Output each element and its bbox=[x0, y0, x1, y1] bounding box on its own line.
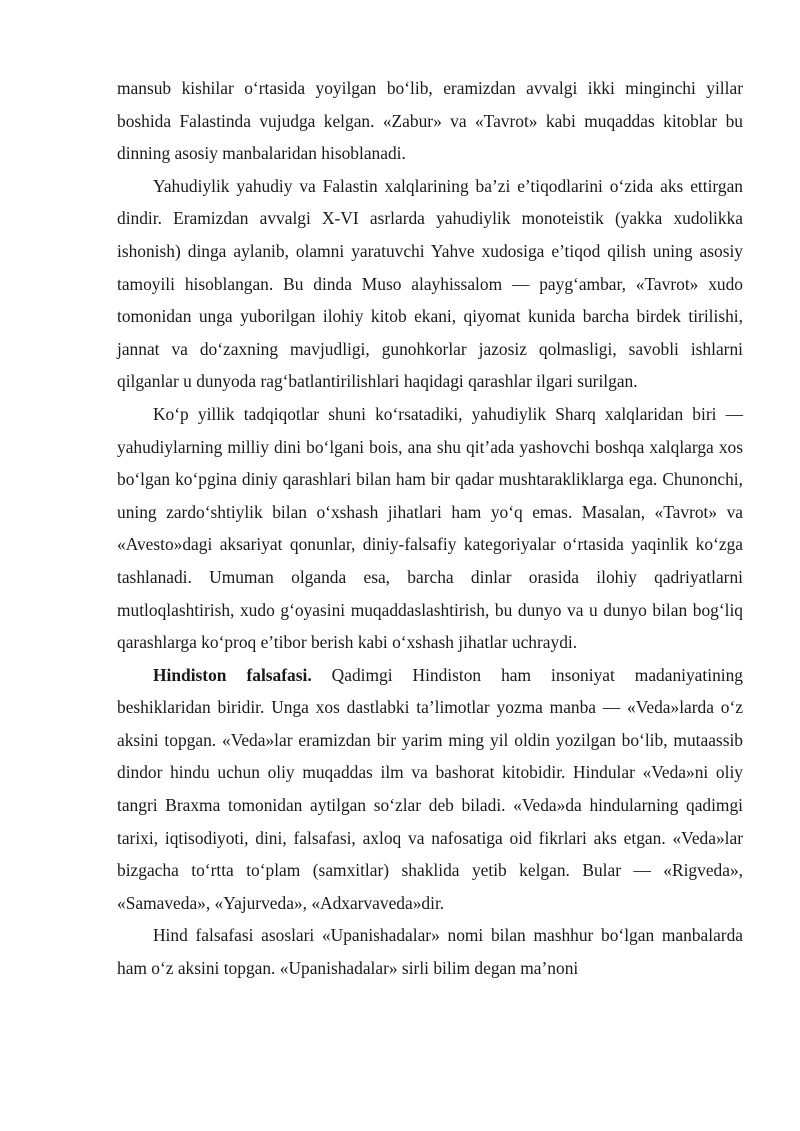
paragraph-text: Hind falsafasi asoslari «Upanishadalar» nomi bilan mashhur bo‘lgan manbalarda ham o‘z aksini topgan. «Upanishadalar» sirli bilim degan ma’noni bbox=[117, 925, 743, 979]
section-heading: Hindiston falsafasi. bbox=[153, 664, 312, 685]
paragraph-judaism bbox=[117, 170, 743, 398]
paragraph-text: Ko‘p yillik tadqiqotlar shuni ko‘rsatadiki, yahudiylik Sharq xalqlaridan biri — yahudiylarning milliy dini bo‘lgani bois, ana shu qit’ada yashovchi boshqa xalqlarga xos bo‘lgan ko‘pgina diniy qarashlari bilan ham bir qadar mushtarakliklarga ega. Chunonchi, uning zardo‘shtiylik bilan o‘xshash jihatlari ham yo‘q emas. Masalan, «Tavrot» va «Avesto»dagi aksariyat qonunlar, diniy-falsafiy kategoriyalar o‘rtasida yaqinlik ko‘zga tashlanadi. Umuman olganda esa, barcha dinlar orasida ilohiy qadriyatlarni mutloqlashtirish, xudo g‘oyasini muqaddaslashtirish, bu dunyo va u dunyo bilan bog‘liq qarashlarga ko‘proq e’tibor berish kabi o‘xshash jihatlar uchraydi. bbox=[117, 403, 743, 653]
paragraph-research bbox=[117, 398, 743, 659]
paragraph-upanishads bbox=[117, 919, 743, 984]
paragraph-text: Qadimgi Hindiston ham insoniyat madaniyatining beshiklaridan biridir. Unga xos dastlabki ta’limotlar yozma manba — «Veda»larda o‘z aksini topgan. «Veda»lar eramizdan bir yarim ming yil oldin yozilgan bo‘lib, mutaassib dindor hindu uchun oliy muqaddas ilm va bashorat kitobidir. Hindular «Veda»ni oliy tangri Braxma tomonidan aytilgan so‘zlar deb biladi. «Veda»da hindularning qadimgi tarixi, iqtisodiyoti, dini, falsafasi, axloq va nafosatiga oid fikrlari aks etgan. «Veda»lar bizgacha to‘rtta to‘plam (samxitlar) shaklida yetib kelgan. Bular — «Rigveda», «Samaveda», «Yajurveda», «Adxarvaveda»dir. bbox=[117, 664, 743, 913]
paragraph-continuation bbox=[117, 72, 743, 170]
document-page bbox=[117, 72, 743, 985]
paragraph-text: Yahudiylik yahudiy va Falastin xalqlarining ba’zi e’tiqodlarini o‘zida aks ettirgan dindir. Eramizdan avvalgi X-VI asrlarda yahudiylik monoteistik (yakka xudolikka ishonish) dinga aylanib, olamni yaratuvchi Yahve xudosiga e’tiqod qilish uning asosiy tamoyili hisoblangan. Bu dinda Muso alayhissalom — payg‘ambar, «Tavrot» xudo tomonidan unga yuborilgan ilohiy kitob ekani, qiyomat kunida barcha birdek tirilishi, jannat va do‘zaxning mavjudligi, gunohkorlar jazosiz qolmasligi, savobli ishlarni qilganlar u dunyoda rag‘batlantirilishlari haqidagi qarashlar ilgari surilgan. bbox=[117, 175, 743, 392]
paragraph-india-philosophy bbox=[117, 659, 743, 920]
paragraph-text: mansub kishilar o‘rtasida yoyilgan bo‘lib, eramizdan avvalgi ikki minginchi yillar boshida Falastinda vujudga kelgan. «Zabur» va «Tavrot» kabi muqaddas kitoblar bu dinning asosiy manbalaridan hisoblanadi. bbox=[117, 78, 743, 164]
